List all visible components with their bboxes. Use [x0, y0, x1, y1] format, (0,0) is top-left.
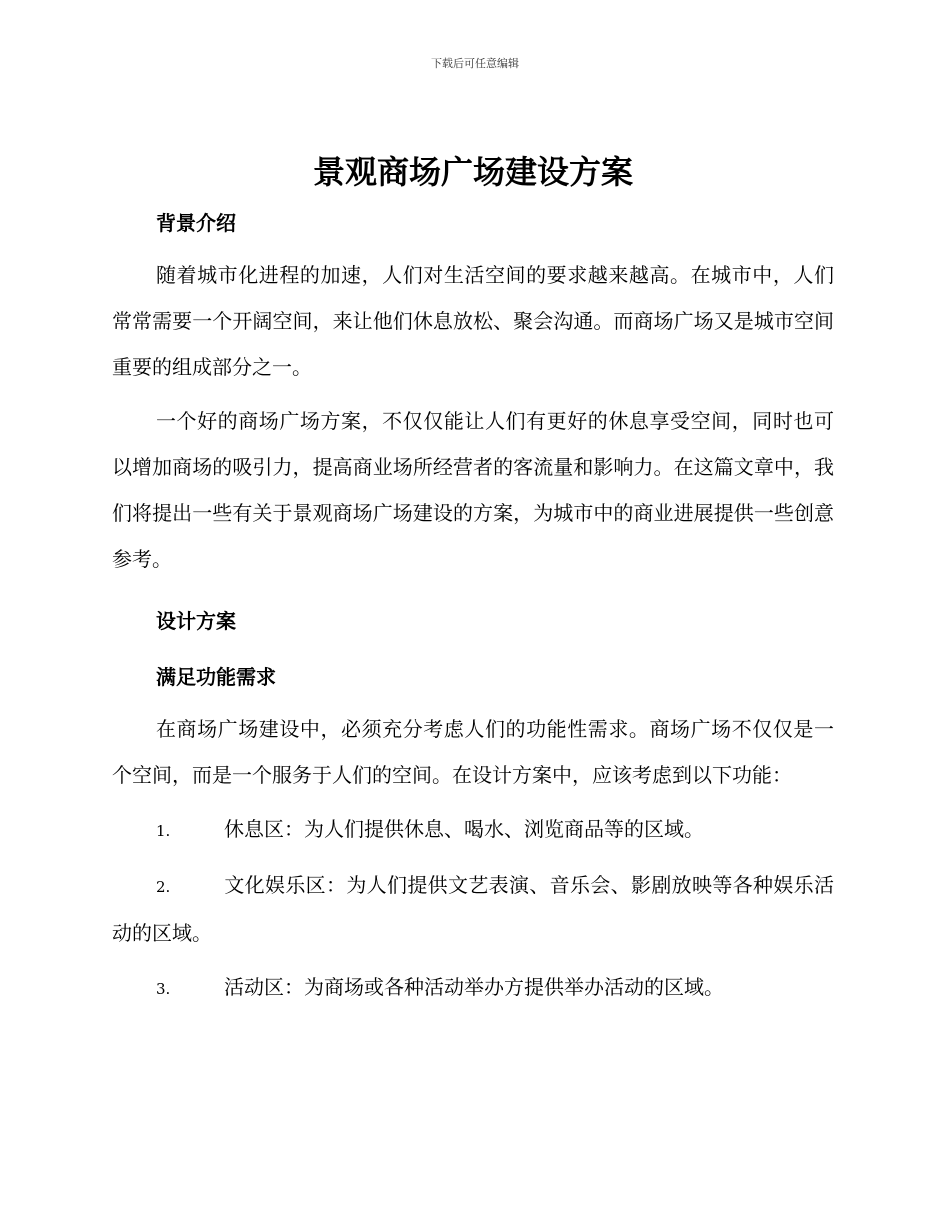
list-text: 活动区：为商场或各种活动举办方提供举办活动的区域。: [224, 975, 724, 999]
list-number: 1.: [156, 822, 171, 840]
heading-design: 设计方案: [156, 609, 236, 633]
header-note: 下载后可任意编辑: [431, 57, 519, 70]
paragraph-function-1: 在商场广场建设中，必须充分考虑人们的功能性需求。商场广场不仅仅是一个空间，而是一个服务于人们的空间。在设计方案中，应该考虑到以下功能：: [112, 717, 834, 787]
heading-background: 背景介绍: [156, 211, 236, 235]
list-number: 3.: [156, 980, 171, 998]
list-number: 2.: [156, 878, 171, 896]
list-text: 休息区：为人们提供休息、喝水、浏览商品等的区域。: [224, 817, 704, 841]
list-text: 文化娱乐区：为人们提供文艺表演、音乐会、影剧放映等各种娱乐活动的区域。: [112, 873, 834, 945]
paragraph-background-2: 一个好的商场广场方案，不仅仅能让人们有更好的休息享受空间，同时也可以增加商场的吸引力，提高商业场所经营者的客流量和影响力。在这篇文章中，我们将提出一些有关于景观商场广场建设的方案，为城市中的商业进展提供一些创意参考。: [112, 409, 834, 571]
page-title: 景观商场广场建设方案: [312, 153, 633, 191]
heading-function: 满足功能需求: [156, 665, 276, 689]
document-content: [112, 150, 834, 1012]
list-item: [112, 862, 834, 956]
paragraph-background-1: 随着城市化进程的加速，人们对生活空间的要求越来越高。在城市中，人们常常需要一个开阔空间，来让他们休息放松、聚会沟通。而商场广场又是城市空间重要的组成部分之一。: [112, 263, 834, 379]
list-item: [112, 806, 834, 854]
list-item: [112, 964, 834, 1012]
